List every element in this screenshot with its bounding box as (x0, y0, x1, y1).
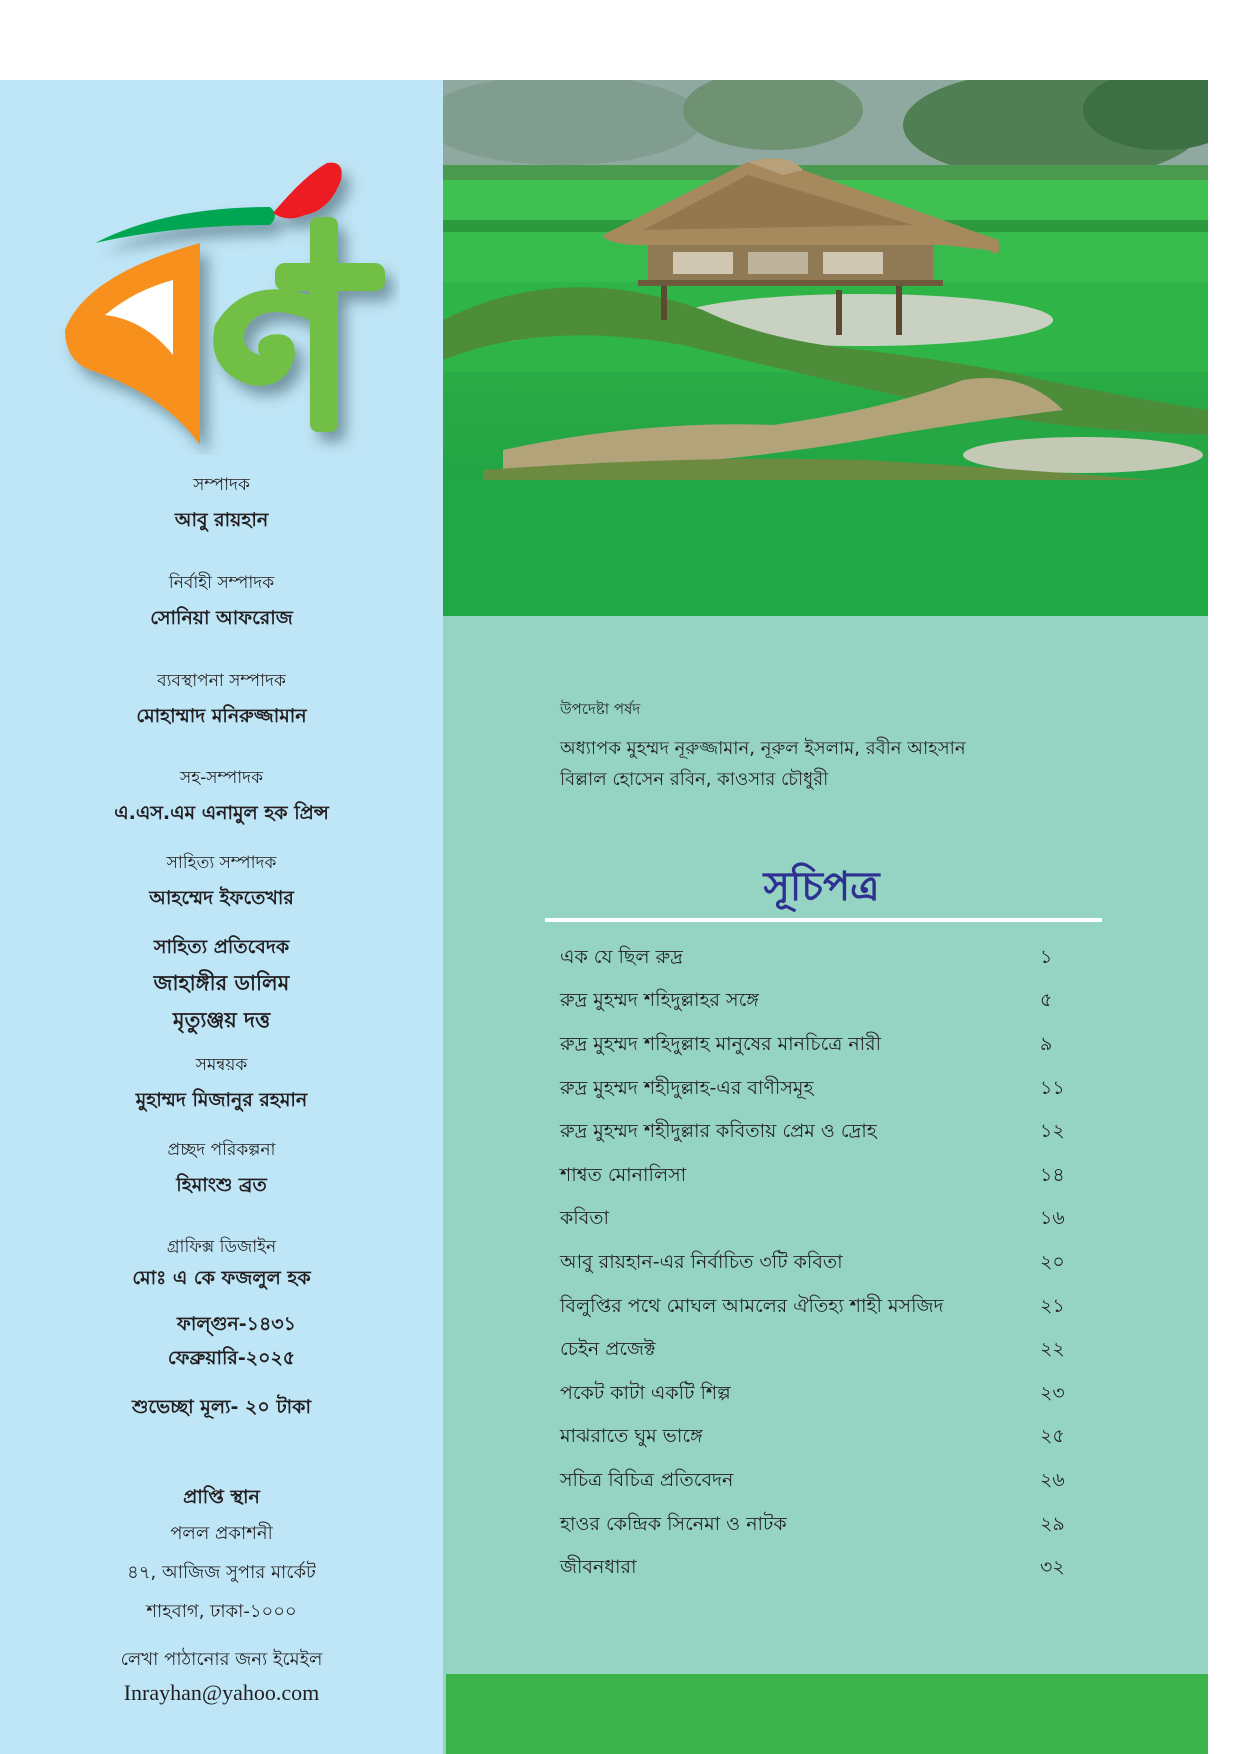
bottom-green-band (446, 1674, 1208, 1754)
toc-entry-page: ৩২ (1040, 1556, 1065, 1579)
credit-role: সহ-সম্পাদক (180, 768, 263, 788)
credit-name: এ.এস.এম এনামুল হক প্রিন্স (114, 802, 329, 824)
advisory-label: উপদেষ্টা পর্ষদ (560, 700, 641, 718)
issue-english-month: ফেব্রুয়ারি-২০২৫ (167, 1347, 296, 1369)
toc-entry[interactable] (560, 1111, 1080, 1155)
submission-email-link[interactable]: Inrayhan@yahoo.com (123, 1680, 320, 1705)
toc-divider (545, 918, 1102, 922)
issue-date (0, 1310, 443, 1376)
credit-name: মোঃ এ কে ফজলুল হক (132, 1267, 311, 1289)
credit-name: মৃত্যুঞ্জয় দত্ত (172, 1008, 271, 1032)
toc-entry-page: ২৯ (1040, 1512, 1065, 1535)
credit-name: জাহাঙ্গীর ডালিম (153, 971, 290, 995)
credit-literary-editor (0, 850, 443, 916)
toc-entry[interactable] (560, 981, 1080, 1025)
credit-name: আহম্মেদ ইফতেখার (149, 887, 294, 909)
toc-entry[interactable] (560, 1286, 1080, 1330)
credit-executive-editor (0, 570, 443, 636)
toc-entry[interactable] (560, 1024, 1080, 1068)
issue-bengali-month: ফাল্গুন-১৪৩১ (177, 1313, 296, 1335)
toc-entry-page: ২৬ (1040, 1468, 1065, 1491)
toc-entry[interactable] (560, 1199, 1080, 1243)
credit-coordinator (0, 1052, 443, 1118)
toc-entry-title: শাশ্বত মোনালিসা (560, 1163, 687, 1186)
availability-block (0, 1483, 443, 1628)
credit-role: সমন্বয়ক (195, 1055, 248, 1075)
credit-role: নির্বাহী সম্পাদক (168, 573, 275, 593)
toc-entry[interactable] (560, 937, 1080, 981)
credit-literary-reporter (0, 933, 443, 1039)
toc-entry[interactable] (560, 1460, 1080, 1504)
magazine-logo (55, 155, 400, 455)
toc-entry-page: ২১ (1040, 1294, 1065, 1317)
address-line-2: শাহবাগ, ঢাকা-১০০০ (146, 1601, 297, 1622)
toc-entry-page: ৫ (1040, 989, 1053, 1012)
toc-entry-title: এক যে ছিল রুদ্র (560, 945, 683, 968)
toc-entry-page: ২৫ (1040, 1425, 1065, 1448)
credit-name: আবু রায়হান (174, 509, 269, 531)
credit-graphics-design (0, 1234, 443, 1296)
toc-entry-title: রুদ্র মুহম্মদ শহিদুল্লাহর সঙ্গে (560, 989, 759, 1012)
credit-name: সোনিয়া আফরোজ (150, 607, 293, 629)
toc-entry[interactable] (560, 1373, 1080, 1417)
submission-block (0, 1645, 443, 1706)
credit-role: সম্পাদক (193, 475, 250, 495)
address-line-1: ৪৭, আজিজ সুপার মার্কেট (127, 1562, 316, 1583)
toc-entry-page: ১১ (1040, 1076, 1065, 1099)
advisory-members-line-1: অধ্যাপক মুহম্মদ নূরুজ্জামান, নূরুল ইসলাম, রবীন আহসান (560, 738, 966, 759)
credit-name: মোহাম্মাদ মনিরুজ্জামান (136, 705, 307, 727)
publisher-name: পলল প্রকাশনী (170, 1523, 273, 1544)
credit-name: হিমাংশু ব্রত (176, 1174, 267, 1196)
price-text: শুভেচ্ছা মূল্য- ২০ টাকা (132, 1396, 311, 1418)
barno-logo-icon (55, 155, 400, 455)
credit-role: গ্রাফিক্স ডিজাইন (166, 1237, 277, 1257)
toc-entry[interactable] (560, 1504, 1080, 1548)
credit-associate-editor (0, 765, 443, 831)
availability-heading: প্রাপ্তি স্থান (183, 1486, 260, 1508)
submission-label: লেখা পাঠানোর জন্য ইমেইল (120, 1649, 323, 1670)
toc-entry[interactable] (560, 1068, 1080, 1112)
toc-title: সূচিপত্র (763, 864, 880, 910)
toc-entry[interactable] (560, 1417, 1080, 1461)
toc-entry-page: ৯ (1040, 1032, 1053, 1055)
credit-cover-design (0, 1137, 443, 1203)
toc-entry-title: চেইন প্রজেক্ট (560, 1338, 656, 1361)
toc-entry-title: বিলুপ্তির পথে মোঘল আমলের ঐতিহ্য শাহী মসজিদ (560, 1294, 944, 1317)
toc-entry-title: হাওর কেন্দ্রিক সিনেমা ও নাটক (560, 1512, 787, 1535)
credit-managing-editor (0, 668, 443, 734)
advisory-members-line-2: বিল্লাল হোসেন রবিন, কাওসার চৌধুরী (560, 769, 829, 790)
toc-entry-title: মাঝরাতে ঘুম ভাঙ্গে (560, 1425, 703, 1448)
toc-entry-page: ১৪ (1040, 1163, 1065, 1186)
toc-entry-page: ১৬ (1040, 1207, 1065, 1230)
toc-entry-title: জীবনধারা (560, 1556, 637, 1579)
toc-entry-title: রুদ্র মুহম্মদ শহিদুল্লাহ মানুষের মানচিত্রে নারী (560, 1032, 882, 1055)
toc-entry-page: ২০ (1040, 1250, 1065, 1273)
toc-entry-page: ২৩ (1040, 1381, 1065, 1404)
issue-price (0, 1393, 443, 1425)
rice-field-hut-illustration (443, 80, 1208, 616)
credit-role: সাহিত্য প্রতিবেদক (153, 936, 290, 958)
toc-entry-title: রুদ্র মুহম্মদ শহীদুল্লাহ-এর বাণীসমূহ (560, 1076, 814, 1099)
credit-name: মুহাম্মদ মিজানুর রহমান (135, 1089, 308, 1111)
toc-entry[interactable] (560, 1155, 1080, 1199)
toc-entry-page: ২২ (1040, 1338, 1065, 1361)
toc-entry-page: ১ (1040, 945, 1053, 968)
toc-entry-title: সচিত্র বিচিত্র প্রতিবেদন (560, 1468, 734, 1491)
advisory-board (560, 698, 1180, 795)
toc-entry-title: পকেট কাটা একটি শিল্প (560, 1381, 731, 1404)
toc-entry[interactable] (560, 1547, 1080, 1591)
toc-entry-title: আবু রায়হান-এর নির্বাচিত ৩টি কবিতা (560, 1250, 843, 1273)
toc-entry[interactable] (560, 1242, 1080, 1286)
toc-entry-title: কবিতা (560, 1207, 610, 1230)
toc-entry[interactable] (560, 1329, 1080, 1373)
credit-role: সাহিত্য সম্পাদক (166, 853, 277, 873)
credit-editor (0, 472, 443, 538)
toc-list (560, 937, 1080, 1591)
toc-entry-title: রুদ্র মুহম্মদ শহীদুল্লার কবিতায় প্রেম ও দ্রোহ (560, 1120, 877, 1143)
credit-role: প্রচ্ছদ পরিকল্পনা (167, 1140, 276, 1160)
cover-photo-rice-field-hut (443, 80, 1208, 616)
credit-role: ব্যবস্থাপনা সম্পাদক (157, 671, 286, 691)
toc-entry-page: ১২ (1040, 1120, 1065, 1143)
